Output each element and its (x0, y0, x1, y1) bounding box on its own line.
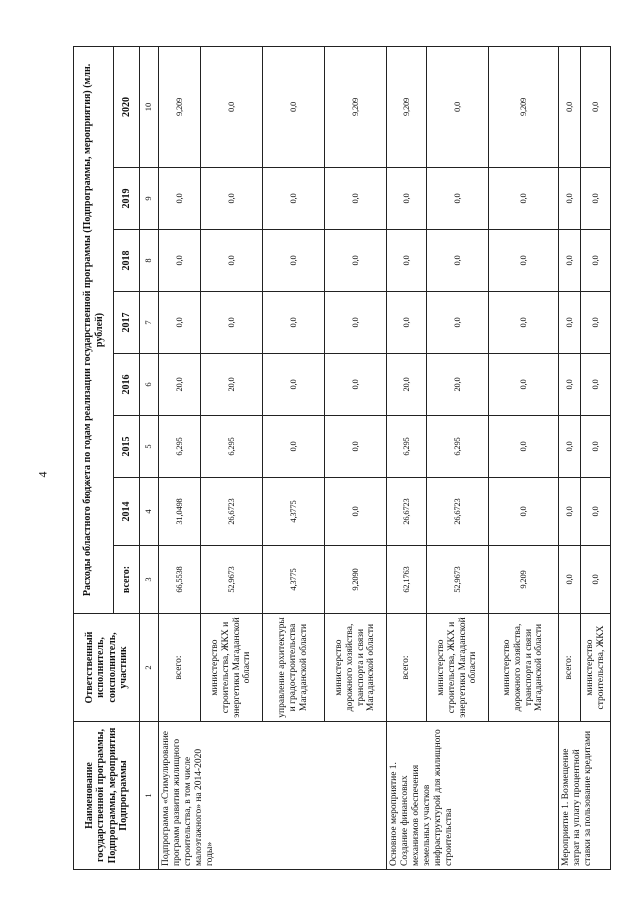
value-cell: 0,0 (263, 230, 325, 292)
value-cell: 0,0 (581, 292, 611, 354)
header-name: Наименование государственной программы, Подпрограммы, мероприятия Подпрограммы (74, 722, 140, 870)
value-cell: 9,209 (489, 46, 559, 167)
value-cell: 0,0 (201, 230, 263, 292)
value-cell: 0,0 (427, 168, 489, 230)
column-index: 4 (140, 478, 159, 546)
value-cell: 0,0 (387, 230, 427, 292)
column-index: 1 (140, 722, 159, 870)
program-name-cell: Подпрограмма «Стимулирование программ развития жилищного строительства, в том числе малоэтажного» на 2014-2020 годы» (159, 722, 387, 870)
value-cell: 20,0 (387, 354, 427, 416)
page-number: 4 (35, 471, 50, 478)
value-cell: 0,0 (559, 230, 581, 292)
value-cell: 0,0 (581, 354, 611, 416)
value-cell: 0,0 (489, 354, 559, 416)
value-cell: 0,0 (325, 416, 387, 478)
responsible-cell: министерство строительства, ЖКХ и энергетики Магаданской области (201, 614, 263, 722)
value-cell: 0,0 (559, 168, 581, 230)
value-cell: 0,0 (159, 292, 201, 354)
value-cell: 0,0 (201, 168, 263, 230)
value-cell: 9,2090 (325, 546, 387, 614)
value-cell: 0,0 (559, 546, 581, 614)
value-cell: 0,0 (427, 292, 489, 354)
value-cell: 0,0 (559, 416, 581, 478)
value-cell: 6,295 (201, 416, 263, 478)
value-cell: 52,9673 (201, 546, 263, 614)
column-index: 2 (140, 614, 159, 722)
value-cell: 0,0 (201, 46, 263, 167)
responsible-cell: министерство дорожного хозяйства, транспорта и связи Магаданской области (489, 614, 559, 722)
header-year: 2019 (114, 168, 140, 230)
value-cell: 26,6723 (201, 478, 263, 546)
header-year: 2014 (114, 478, 140, 546)
value-cell: 0,0 (581, 46, 611, 167)
header-year: 2018 (114, 230, 140, 292)
header-year: 2016 (114, 354, 140, 416)
header-expenses-title: Расходы областного бюджета по годам реализации государственной программы (Подпрограммы, мероприятия) (млн. рублей) (74, 46, 114, 613)
value-cell: 0,0 (489, 416, 559, 478)
value-cell: 20,0 (201, 354, 263, 416)
value-cell: 9,209 (387, 46, 427, 167)
responsible-cell: управление архитектуры и градостроительства Магаданской области (263, 614, 325, 722)
value-cell: 0,0 (325, 230, 387, 292)
value-cell: 26,6723 (387, 478, 427, 546)
value-cell: 0,0 (559, 354, 581, 416)
value-cell: 0,0 (489, 478, 559, 546)
budget-table-wrapper (73, 47, 606, 870)
column-index: 9 (140, 168, 159, 230)
value-cell: 0,0 (263, 292, 325, 354)
responsible-cell: министерство дорожного хозяйства, транспорта и связи Магаданской области (325, 614, 387, 722)
value-cell: 0,0 (581, 230, 611, 292)
value-cell: 0,0 (427, 230, 489, 292)
value-cell: 6,295 (387, 416, 427, 478)
column-index: 7 (140, 292, 159, 354)
value-cell: 0,0 (159, 230, 201, 292)
responsible-cell: министерство строительства, ЖКХ (581, 614, 611, 722)
responsible-cell: всего: (387, 614, 427, 722)
column-index-row (140, 46, 159, 869)
value-cell: 0,0 (325, 168, 387, 230)
value-cell: 6,295 (159, 416, 201, 478)
value-cell: 0,0 (489, 168, 559, 230)
value-cell: 0,0 (559, 478, 581, 546)
value-cell: 9,209 (325, 46, 387, 167)
value-cell: 9,209 (489, 546, 559, 614)
value-cell: 26,6723 (427, 478, 489, 546)
program-name-cell: Основное мероприятие 1. Создание финансовых механизмов обеспечения земельных участков инфраструктурой для жилищного строительства (387, 722, 559, 870)
value-cell: 0,0 (387, 292, 427, 354)
column-index: 8 (140, 230, 159, 292)
table-row (159, 46, 201, 869)
table-row (559, 46, 581, 869)
column-index: 6 (140, 354, 159, 416)
value-cell: 0,0 (263, 354, 325, 416)
value-cell: 0,0 (581, 478, 611, 546)
value-cell: 9,209 (159, 46, 201, 167)
program-name-cell: Мероприятие 1. Возмещение затрат на уплату процентной ставки за пользование кредитами (559, 722, 611, 870)
header-year: 2020 (114, 46, 140, 167)
value-cell: 0,0 (559, 292, 581, 354)
column-index: 3 (140, 546, 159, 614)
value-cell: 0,0 (325, 354, 387, 416)
value-cell: 31,0498 (159, 478, 201, 546)
value-cell: 66,5538 (159, 546, 201, 614)
value-cell: 4,3775 (263, 478, 325, 546)
value-cell: 0,0 (263, 416, 325, 478)
header-total: всего: (114, 546, 140, 614)
value-cell: 0,0 (325, 478, 387, 546)
value-cell: 0,0 (489, 292, 559, 354)
header-year: 2017 (114, 292, 140, 354)
value-cell: 0,0 (263, 168, 325, 230)
value-cell: 0,0 (201, 292, 263, 354)
table-row (387, 46, 427, 869)
value-cell: 62,1763 (387, 546, 427, 614)
value-cell: 0,0 (559, 46, 581, 167)
header-year: 2015 (114, 416, 140, 478)
column-index: 10 (140, 46, 159, 167)
header-responsible: Ответственный исполнитель, соисполнитель, участник (74, 614, 140, 722)
value-cell: 0,0 (159, 168, 201, 230)
column-index: 5 (140, 416, 159, 478)
value-cell: 4,3775 (263, 546, 325, 614)
value-cell: 0,0 (427, 46, 489, 167)
value-cell: 20,0 (427, 354, 489, 416)
responsible-cell: министерство строительства, ЖКХ и энергетики Магаданской области (427, 614, 489, 722)
value-cell: 0,0 (581, 416, 611, 478)
value-cell: 0,0 (581, 168, 611, 230)
value-cell: 52,9673 (427, 546, 489, 614)
value-cell: 0,0 (489, 230, 559, 292)
value-cell: 0,0 (387, 168, 427, 230)
value-cell: 0,0 (263, 46, 325, 167)
responsible-cell: всего: (159, 614, 201, 722)
value-cell: 20,0 (159, 354, 201, 416)
responsible-cell: всего: (559, 614, 581, 722)
value-cell: 6,295 (427, 416, 489, 478)
budget-table (73, 46, 611, 870)
value-cell: 0,0 (581, 546, 611, 614)
value-cell: 0,0 (325, 292, 387, 354)
